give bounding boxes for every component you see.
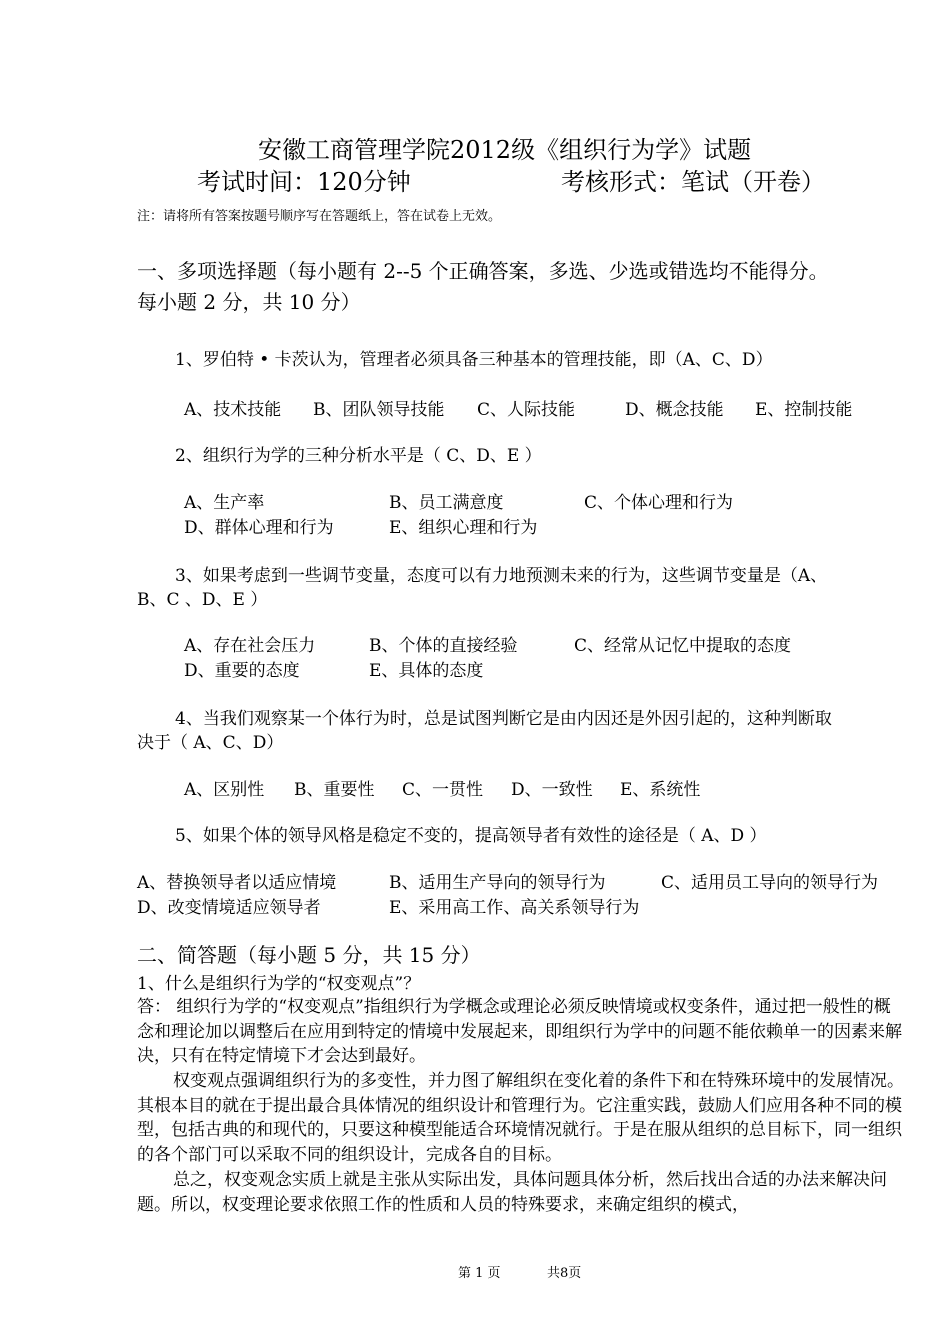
- page-title: 安徽工商管理学院2012级《组织行为学》试题: [258, 136, 752, 164]
- exam-form: 考核形式：笔试（开卷）: [561, 168, 825, 196]
- q1-option-c: C、人际技能: [477, 400, 576, 420]
- q4-option-d: D、一致性: [511, 780, 593, 800]
- q2-option-a: A、生产率: [184, 493, 265, 513]
- q2-stem: 2、组织行为学的三种分析水平是（ C、D、E ）: [175, 446, 542, 466]
- q1-option-d: D、概念技能: [625, 400, 724, 420]
- q5-option-c: C、适用员工导向的领导行为: [661, 873, 879, 893]
- answer-paragraph-2: 权变观点强调组织行为的多变性，并力图了解组织在变化着的条件下和在特殊环境中的发展情况。其根本目的就在于提出最合具体情况的组织设计和管理行为。它注重实践，鼓励人们应用各种不同的模型，包括古典的和现代的，只要这种模型能适合环境情况就行。于是在服从组织的总目标下，同一组织的各个部门可以采取不同的组织设计，完成各自的目标。: [137, 1071, 904, 1165]
- q1-stem: 1、罗伯特 • 卡茨认为，管理者必须具备三种基本的管理技能，即（A、C、D）: [175, 350, 773, 370]
- q2-option-c: C、个体心理和行为: [584, 493, 734, 513]
- q4-option-a: A、区别性: [184, 780, 265, 800]
- q3-stem-cont: B、C 、D、E ）: [137, 590, 268, 610]
- q5-option-a: A、替换领导者以适应情境: [137, 873, 337, 893]
- q3-option-c: C、经常从记忆中提取的态度: [574, 636, 792, 656]
- q3-option-b: B、个体的直接经验: [369, 636, 518, 656]
- instruction-note: 注：请将所有答案按题号顺序写在答题纸上，答在试卷上无效。: [137, 209, 502, 224]
- answer-paragraph-3: 总之，权变观念实质上就是主张从实际出发，具体问题具体分析，然后找出合适的办法来解决问题。所以，权变理论要求依照工作的性质和人员的特殊要求，来确定组织的模式，: [137, 1170, 887, 1215]
- q3-option-e: E、具体的态度: [369, 661, 484, 681]
- q2-option-b: B、员工满意度: [389, 493, 504, 513]
- q5-option-b: B、适用生产导向的领导行为: [389, 873, 606, 893]
- q5-stem: 5、如果个体的领导风格是稳定不变的，提高领导者有效性的途径是（ A、D ）: [175, 826, 767, 846]
- q4-stem: 4、当我们观察某一个体行为时，总是试图判断它是由内因还是外因引起的，这种判断取: [175, 709, 832, 729]
- q4-option-b: B、重要性: [294, 780, 375, 800]
- exam-time: 考试时间：120分钟: [197, 168, 411, 196]
- section1-heading: 一、多项选择题（每小题有 2--5 个正确答案，多选、少选或错选均不能得分。: [137, 259, 829, 283]
- q2-option-d: D、群体心理和行为: [184, 518, 334, 538]
- q5-option-d: D、改变情境适应领导者: [137, 898, 321, 918]
- q3-option-d: D、重要的态度: [184, 661, 300, 681]
- q4-stem-cont: 决于（ A、C、D）: [137, 733, 284, 753]
- section2-heading: 二、简答题（每小题 5 分，共 15 分）: [137, 943, 481, 967]
- q4-option-e: E、系统性: [620, 780, 701, 800]
- q2-option-e: E、组织心理和行为: [389, 518, 538, 538]
- q3-option-a: A、存在社会压力: [184, 636, 316, 656]
- answer-paragraph-1: 答： 组织行为学的“权变观点”指组织行为学概念或理论必须反映情境或权变条件，通过把一般性的概念和理论加以调整后在应用到特定的情境中发展起来，即组织行为学中的问题不能依赖单一的因素来解决，只有在特定情境下才会达到最好。: [137, 997, 902, 1066]
- q1-option-e: E、控制技能: [755, 400, 853, 420]
- page-total: 共8页: [547, 1266, 582, 1281]
- section1-heading-cont: 每小题 2 分，共 10 分）: [137, 290, 361, 314]
- q1-option-b: B、团队领导技能: [313, 400, 445, 420]
- q4-option-c: C、一贯性: [402, 780, 484, 800]
- sa-q1-title: 1、什么是组织行为学的“权变观点”？: [137, 974, 421, 994]
- q3-stem: 3、如果考虑到一些调节变量，态度可以有力地预测未来的行为，这些调节变量是（A、: [175, 566, 828, 586]
- q5-option-e: E、采用高工作、高关系领导行为: [389, 898, 640, 918]
- page-number: 第 1 页: [458, 1266, 501, 1281]
- q1-option-a: A、技术技能: [184, 400, 282, 420]
